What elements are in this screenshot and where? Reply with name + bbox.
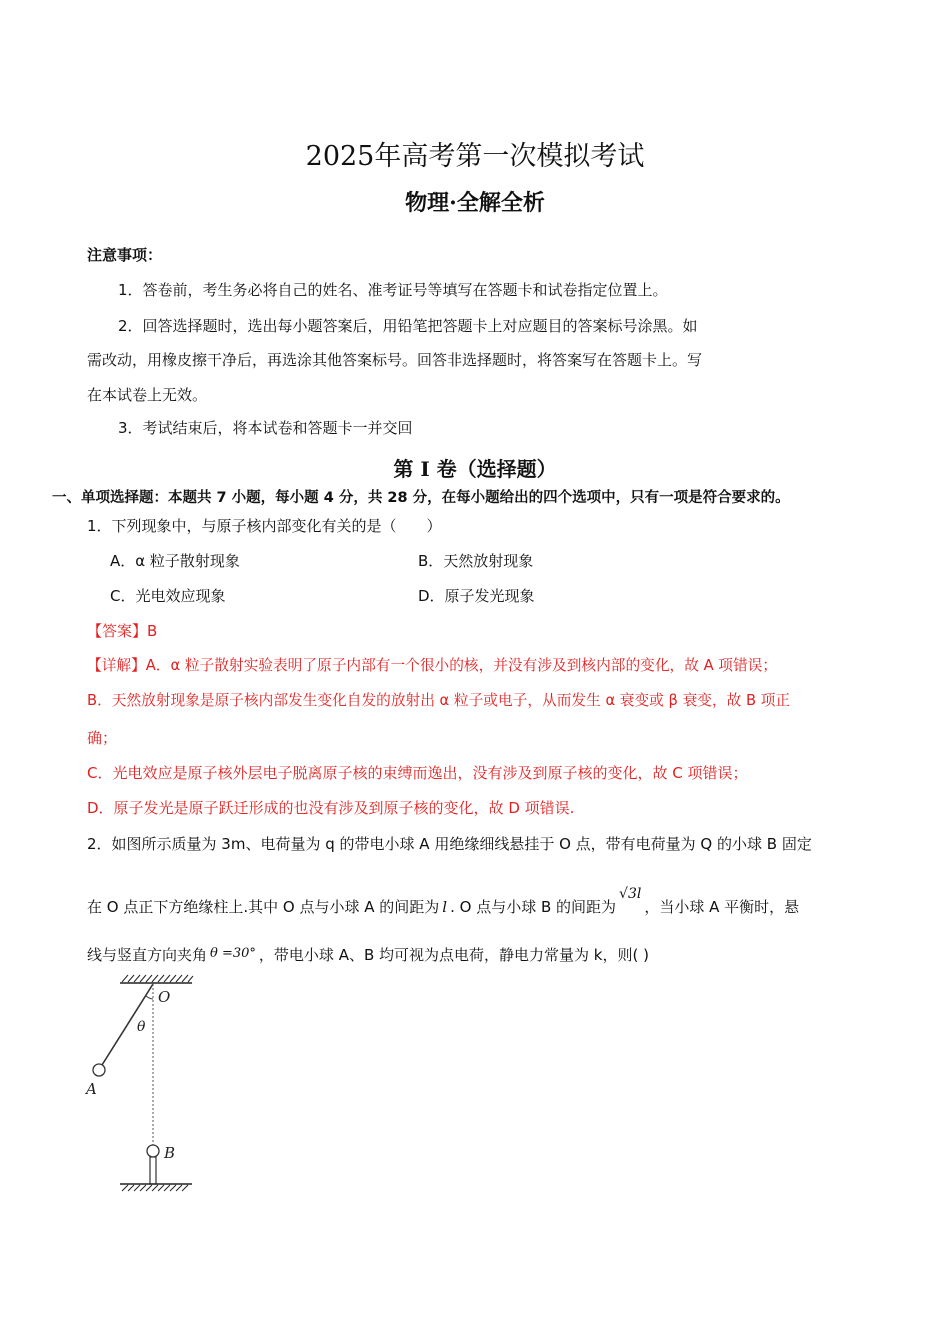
section-instruction: 一、单项选择题：本题共 7 小题，每小题 4 分，共 28 分，在每小题给出的四个选项中，只有一项是符合要求的。 (52, 490, 790, 506)
insulating-post (150, 1157, 156, 1184)
q2-line-1: 2．如图所示质量为 3m、电荷量为 q 的带电小球 A 用绝缘细线悬挂于 O 点，带有电荷量为 Q 的小球 B 固定 (87, 835, 812, 853)
q2-line-2 (87, 886, 800, 918)
q1-detail-4: D．原子发光是原子跃迁形成的也没有涉及到原子核的变化，故 D 项错误. (87, 799, 575, 817)
notes-item-3: 3．考试结束后，将本试卷和答题卡一并交回 (118, 419, 413, 437)
notes-item-2-line-3: 在本试卷上无效。 (87, 386, 208, 404)
label-a: A (86, 1080, 97, 1098)
ball-b (147, 1145, 159, 1157)
angle-arc (146, 996, 153, 999)
q2-line-2-part-b: . O 点与小球 B 的间距为 (450, 898, 617, 916)
q1-answer: 【答案】B (87, 622, 158, 640)
q2-angle-theta: θ =30° (210, 946, 256, 961)
q2-line-3-part-b: ，带电小球 A、B 均可视为点电荷，静电力常量为 k，则( ) (258, 946, 649, 964)
q2-sqrt3-l: √3l (619, 886, 642, 902)
ceiling-hatch (120, 975, 193, 983)
q2-line-3 (87, 945, 649, 967)
q1-detail-3: C．光电效应是原子核外层电子脱离原子核的束缚而逸出，没有涉及到原子核的变化，故 C 项错误； (87, 764, 748, 782)
notes-item-1: 1．答卷前，考生务必将自己的姓名、准考证号等填写在答题卡和试卷指定位置上。 (118, 281, 668, 299)
label-o: O (158, 988, 171, 1006)
q1-stem: 1．下列现象中，与原子核内部变化有关的是（ ） (87, 517, 442, 535)
notes-item-2-line-2: 需改动，用橡皮擦干净后，再选涂其他答案标号。回答非选择题时，将答案写在答题卡上。写 (87, 351, 703, 369)
page-title: 2025年高考第一次模拟考试 (305, 141, 645, 172)
label-theta: θ (137, 1019, 146, 1035)
q2-line-2-part-a: 在 O 点正下方绝缘柱上.其中 O 点与小球 A 的间距为 (87, 898, 440, 916)
q1-option-b: B．天然放射现象 (418, 552, 534, 570)
notes-heading: 注意事项： (87, 246, 163, 264)
q1-detail-2a: B．天然放射现象是原子核内部发生变化自发的放射出 α 粒子或电子，从而发生 α 衰变或 β 衰变，故 B 项正 (87, 692, 791, 709)
q2-line-2-part-c: ，当小球 A 平衡时，悬 (644, 898, 800, 916)
section-title: 第 I 卷（选择题） (393, 457, 557, 481)
q2-length-l: l (442, 898, 448, 916)
q1-option-d: D．原子发光现象 (418, 587, 535, 605)
q2-line-3-part-a: 线与竖直方向夹角 (87, 946, 208, 964)
q2-figure (80, 972, 210, 1197)
q1-detail-2b: 确； (87, 729, 118, 747)
label-b: B (164, 1144, 176, 1162)
floor-hatch (120, 1184, 192, 1191)
notes-item-2-line-1: 2．回答选择题时，选出每小题答案后，用铅笔把答题卡上对应题目的答案标号涂黑。如 (118, 317, 698, 335)
page-subtitle: 物理·全解全析 (405, 190, 545, 216)
q1-option-a: A．α 粒子散射现象 (110, 552, 240, 570)
ball-a (93, 1064, 105, 1076)
q1-option-c: C．光电效应现象 (110, 587, 226, 605)
q1-detail-1: 【详解】A．α 粒子散射实验表明了原子内部有一个很小的核，并没有涉及到核内部的变化，故 A 项错误； (87, 657, 778, 674)
